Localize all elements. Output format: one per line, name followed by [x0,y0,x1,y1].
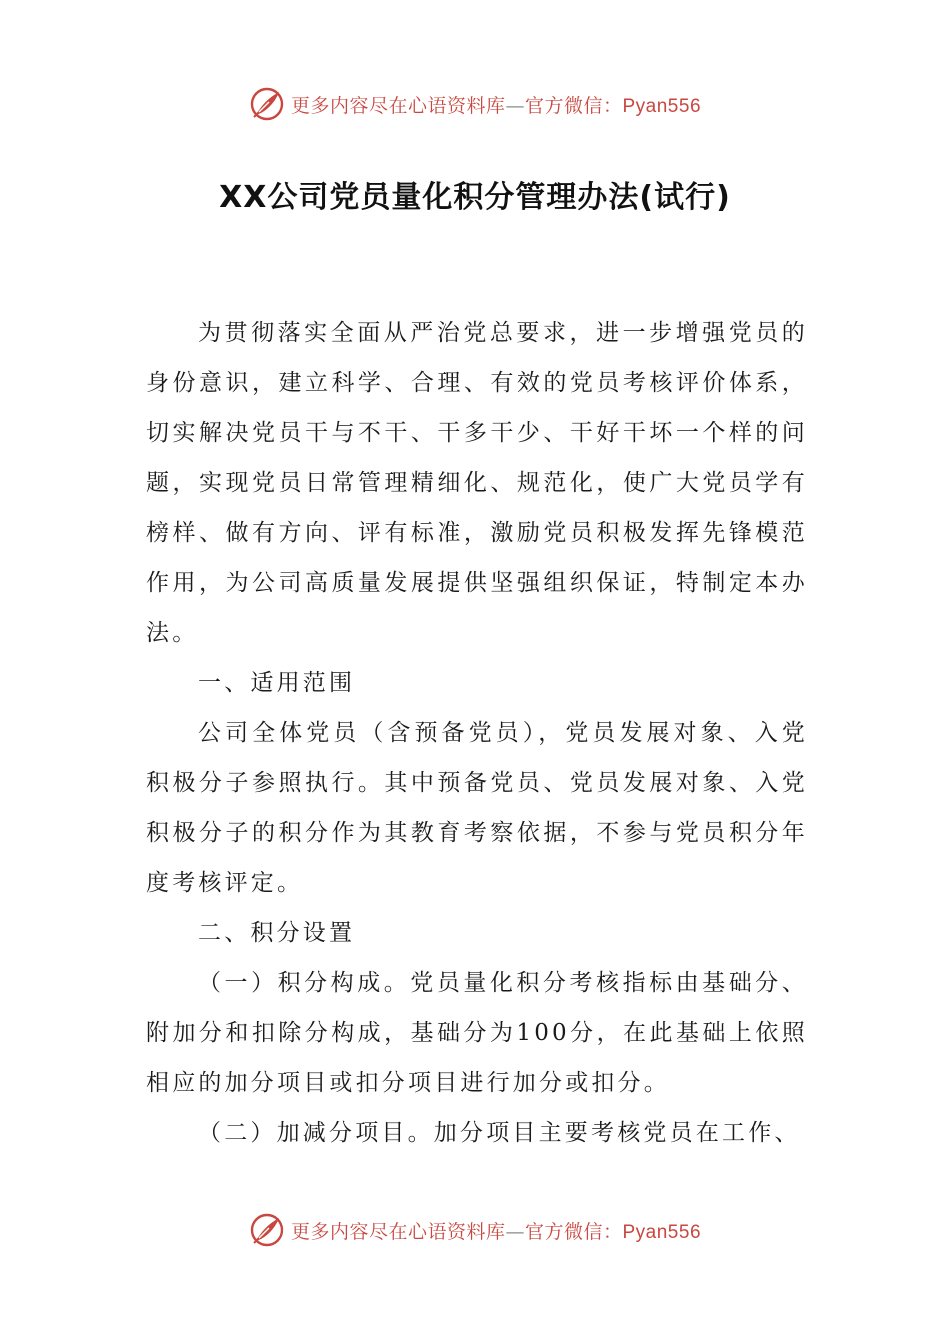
paragraph-intro: 为贯彻落实全面从严治党总要求，进一步增强党员的身份意识，建立科学、合理、有效的党员考核评价体系，切实解决党员干与不干、干多干少、干好干坏一个样的问题，实现党员日常管理精细化、规范化，使广大党员学有榜样、做有方向、评有标准，激励党员积极发挥先锋模范作用，为公司高质量发展提供坚强组织保证，特制定本办法。 [146,320,808,646]
watermark-label: 官方微信： [524,1220,623,1243]
watermark-banner-bottom [0,1210,950,1250]
watermark-separator: — [505,1220,525,1243]
watermark-separator: — [505,94,525,117]
watermark-text [291,1217,701,1244]
section-heading-points: 二、积分设置 [198,920,356,946]
paragraph-points-items: （二）加减分项目。加分项目主要考核党员在工作、 [198,1120,801,1146]
watermark-brand: 更多内容尽在心语资料库 [290,1220,506,1243]
watermark-account: Pyan556 [622,1221,702,1243]
watermark-brand: 更多内容尽在心语资料库 [290,94,506,117]
watermark-banner-top [0,84,950,124]
paragraph-points-composition: （一）积分构成。党员量化积分考核指标由基础分、附加分和扣除分构成，基础分为100分，在此基础上依照相应的加分项目或扣分项目进行加分或扣分。 [146,970,808,1096]
quill-pen-logo-icon [249,1212,285,1248]
section-heading-scope: 一、适用范围 [198,670,356,696]
paragraph-scope: 公司全体党员（含预备党员），党员发展对象、入党积极分子参照执行。其中预备党员、党员发展对象、入党积极分子的积分作为其教育考察依据，不参与党员积分年度考核评定。 [146,720,808,896]
watermark-text [291,91,701,118]
quill-pen-logo-icon [249,86,285,122]
document-title: XX公司党员量化积分管理办法(试行) [219,180,731,215]
watermark-label: 官方微信： [524,94,623,117]
watermark-account: Pyan556 [622,95,702,117]
document-body [146,308,808,1158]
